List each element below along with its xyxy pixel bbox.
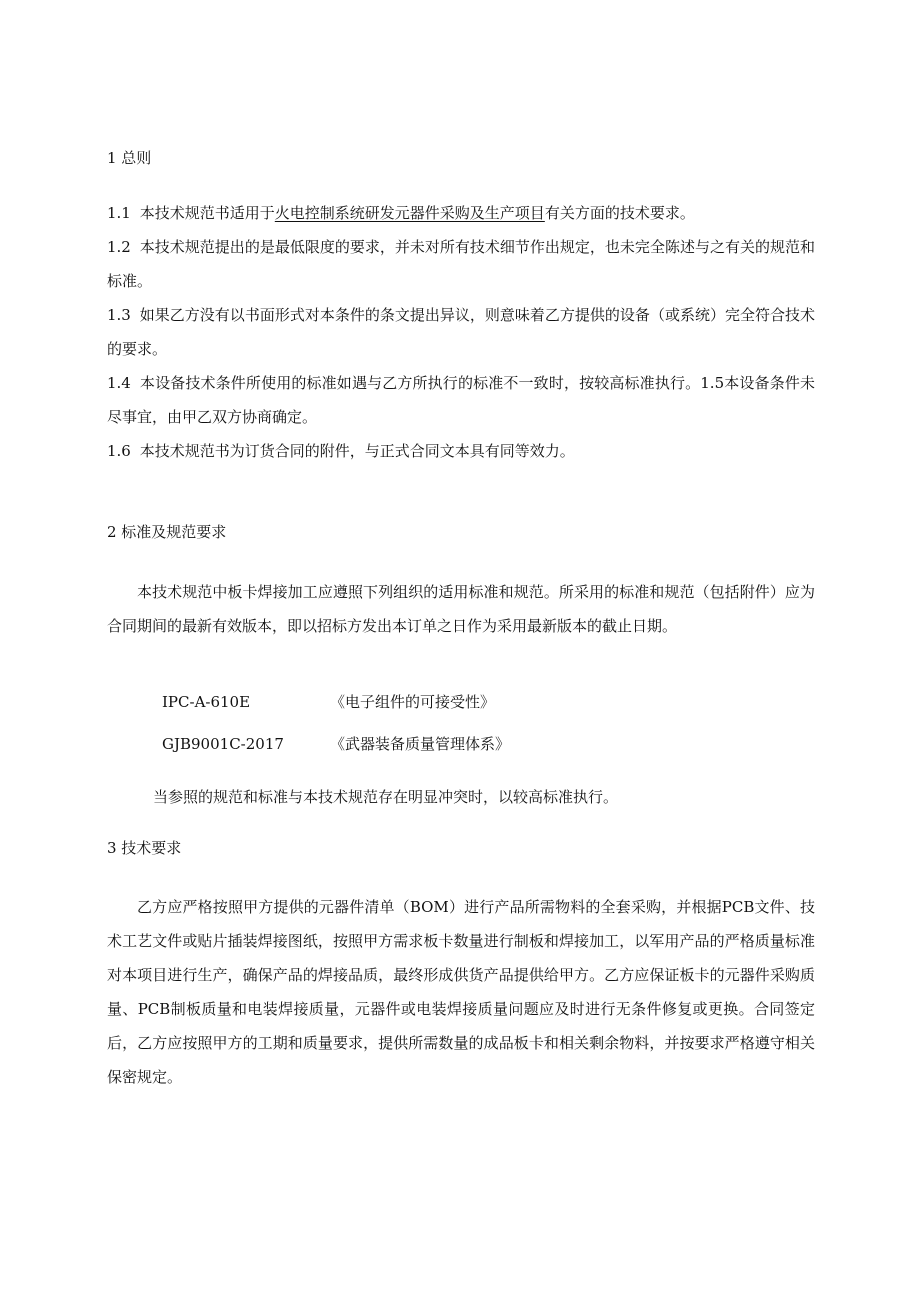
section-2-note: 当参照的规范和标准与本技术规范存在明显冲突时，以较高标准执行。 <box>153 788 619 806</box>
clause-text: 本技术规范提出的是最低限度的要求，并未对所有技术细节作出规定，也未完全陈述与之有关的规范和标准。 <box>107 238 815 290</box>
standard-title: 《武器装备质量管理体系》 <box>330 735 511 753</box>
clause-text: 如果乙方没有以书面形式对本条件的条文提出异议，则意味着乙方提供的设备（或系统）完全符合技术的要求。 <box>107 306 815 358</box>
clause-1-2 <box>107 230 815 298</box>
section-1-heading: 1 总则 <box>107 149 152 167</box>
section-3-heading: 3 技术要求 <box>107 839 182 857</box>
clause-text: 本技术规范书为订货合同的附件，与正式合同文本具有同等效力。 <box>139 442 575 460</box>
section-2-heading: 2 标准及规范要求 <box>107 523 227 541</box>
clause-number: 1.4 <box>107 374 131 392</box>
standard-code: IPC-A-610E <box>162 693 251 711</box>
section-3-body: 乙方应严格按照甲方提供的元器件清单（BOM）进行产品所需物料的全套采购，并根据PCB文件、技术工艺文件或贴片插装焊接图纸，按照甲方需求板卡数量进行制板和焊接加工，以军用产品的严格质量标准对本项目进行生产，确保产品的焊接品质，最终形成供货产品提供给甲方。乙方应保证板卡的元器件采购质量、PCB制板质量和电装焊接质量，元器件或电装焊接质量问题应及时进行无条件修复或更换。合同签定后，乙方应按照甲方的工期和质量要求，提供所需数量的成品板卡和相关剩余物料，并按要求严格遵守相关保密规定。 <box>107 898 815 1086</box>
section-2-intro: 本技术规范中板卡焊接加工应遵照下列组织的适用标准和规范。所采用的标准和规范（包括附件）应为合同期间的最新有效版本，即以招标方发出本订单之日作为采用最新版本的截止日期。 <box>107 583 815 635</box>
clause-text: 本技术规范书适用于 <box>139 204 275 222</box>
clause-number: 1.1 <box>107 204 131 222</box>
project-name-underlined: 火电控制系统研发元器件采购及生产项目 <box>274 204 545 222</box>
clause-1-1 <box>107 196 815 230</box>
standard-title: 《电子组件的可接受性》 <box>330 693 496 711</box>
clause-1-6 <box>107 434 815 468</box>
clause-1-3 <box>107 298 815 366</box>
clause-text: 有关方面的技术要求。 <box>544 204 695 222</box>
clause-text: 本设备技术条件所使用的标准如遇与乙方所执行的标准不一致时，按较高标准执行。1.5本设备条件未尽事宜，由甲乙双方协商确定。 <box>107 374 815 426</box>
clause-1-4 <box>107 366 815 434</box>
clause-number: 1.3 <box>107 306 131 324</box>
standard-code: GJB9001C-2017 <box>162 735 284 753</box>
section-1-body <box>107 196 815 468</box>
clause-number: 1.6 <box>107 442 131 460</box>
clause-number: 1.2 <box>107 238 131 256</box>
